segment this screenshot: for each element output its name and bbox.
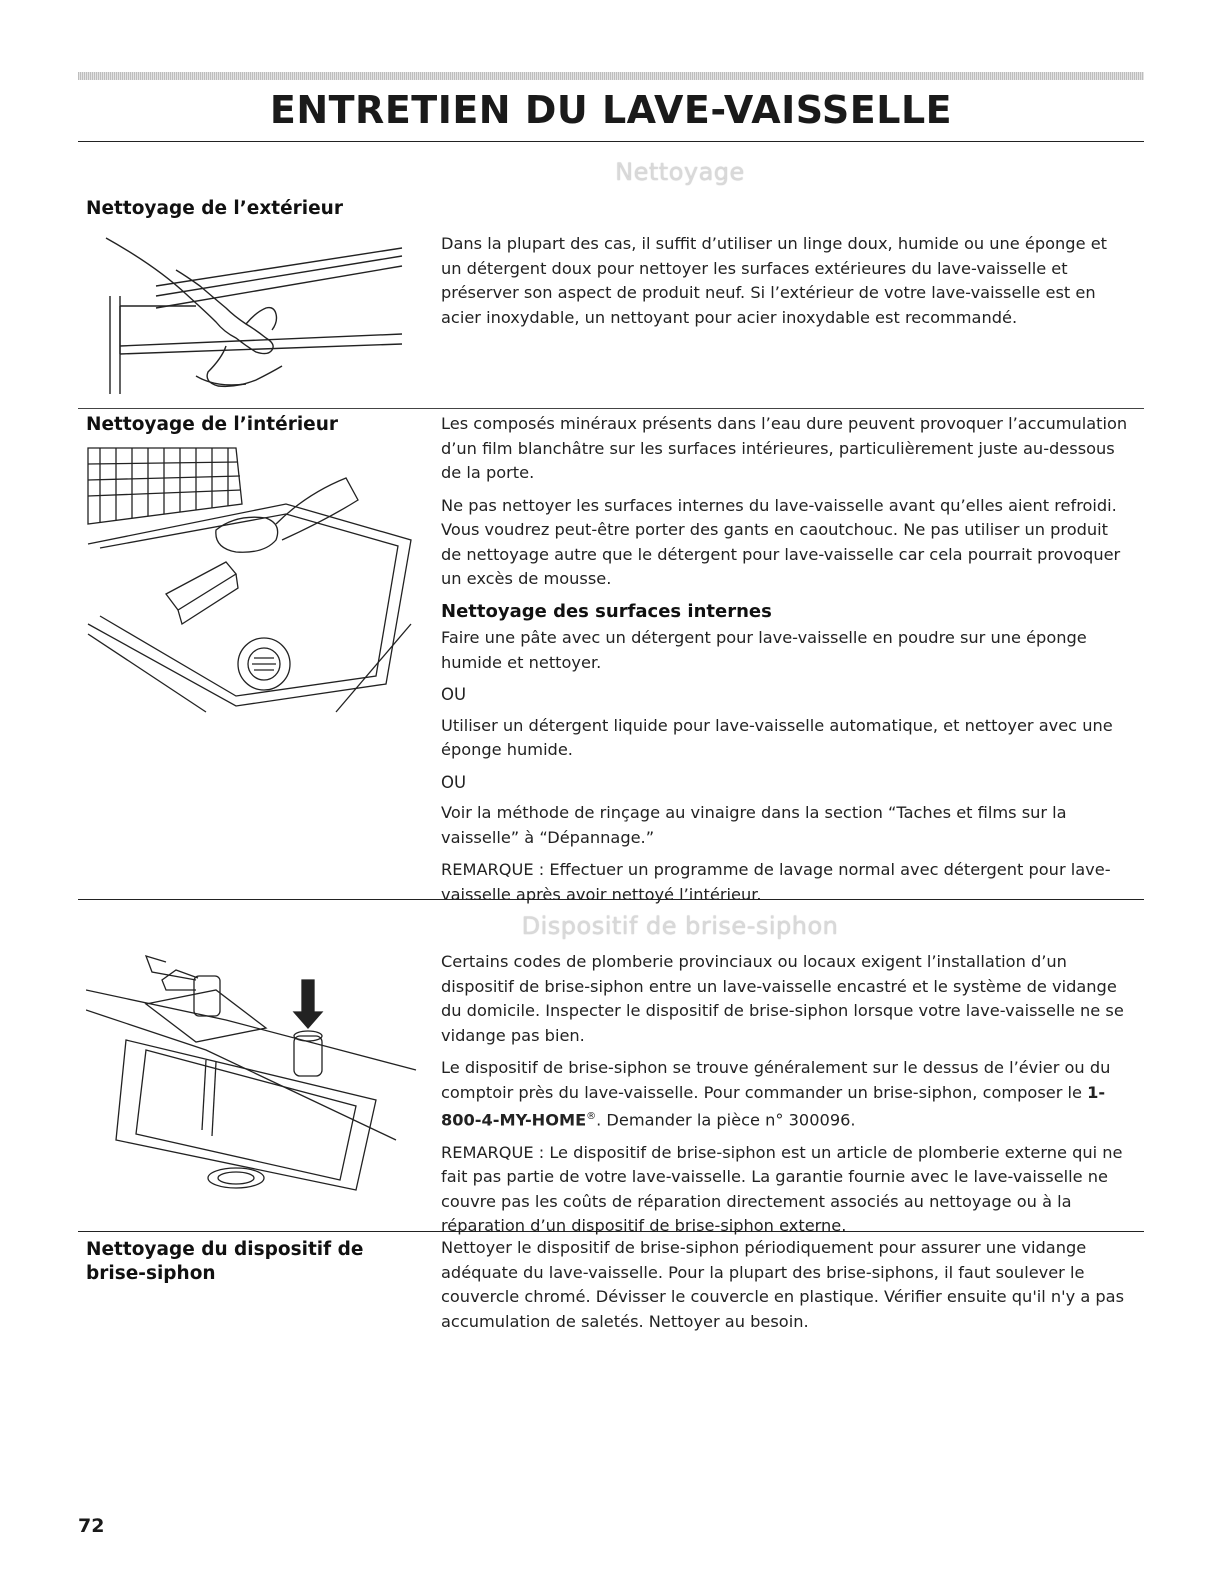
interior-paragraph-1: Les composés minéraux présents dans l’eau dure peuvent provoquer l’accumulation d’un film blanchâtre sur les surfaces intérieures, particulièrement juste au-dessous de la porte. [441,414,1128,482]
brise-siphon-paragraph-2 [441,1056,1131,1133]
title-rule [78,141,1144,142]
phone-number: 1-800-4-MY-HOME [441,1082,1106,1130]
registered-mark: ® [586,1111,597,1122]
interior-paragraph-3: Faire une pâte avec un détergent pour lave-vaisselle en poudre sur une éponge humide et nettoyer. [441,628,1087,672]
page-number: 72 [78,1515,105,1537]
paragraph-2-start: Le dispositif de brise-siphon se trouve généralement sur le dessus de l’évier ou du comptoir près du lave-vaisselle. Pour commander un brise-siphon, composer le [441,1058,1111,1102]
interior-text-block [441,412,1131,915]
divider-brise-siphon [78,899,1144,900]
brise-siphon-text-block [441,950,1131,1247]
section-heading-brise-siphon: Dispositif de brise-siphon [521,912,839,940]
top-decorative-band [78,72,1144,80]
air-gap-sink-illustration [86,950,426,1200]
or-label-2: OU [441,772,467,792]
brise-siphon-note: REMARQUE : Le dispositif de brise-siphon est un article de plomberie externe qui ne fait pas partie de votre lave-vaisselle. La garantie fournie avec le lave-vaisselle ne couvre pas les coûts de réparation directement associés au nettoyage ou à la réparation d’un dispositif de brise-siphon externe. [441,1142,1123,1236]
interior-paragraph-5: Voir la méthode de rinçage au vinaigre dans la section “Taches et films sur la vaisselle” à “Dépannage.” [441,803,1067,847]
brise-siphon-paragraph-1: Certains codes de plomberie provinciaux ou locaux exigent l’installation d’un dispositif de brise-siphon entre un lave-vaisselle encastré et le système de vidange du domicile. Inspecter le dispositif de brise-siphon lorsque votre lave-vaisselle ne se vidange pas bien. [441,952,1124,1045]
subheading-interior: Nettoyage de l’intérieur [86,414,339,435]
interior-cleaning-illustration [86,444,416,714]
exterior-paragraph: Dans la plupart des cas, il suffit d’utiliser un linge doux, humide ou une éponge et un détergent doux pour nettoyer les surfaces extérieures du lave-vaisselle et préserver son aspect de produit neuf. Si l’extérieur de votre lave-vaisselle est en acier inoxydable, un nettoyant pour acier inoxydable est recommandé. [441,234,1107,327]
divider-siphon-cleaning [78,1231,1144,1232]
interior-paragraph-4: Utiliser un détergent liquide pour lave-vaisselle automatique, et nettoyer avec une éponge humide. [441,715,1113,759]
section-heading-nettoyage: Nettoyage [615,158,745,186]
exterior-cleaning-illustration [96,226,416,398]
siphon-cleaning-paragraph: Nettoyer le dispositif de brise-siphon périodiquement pour assurer une vidange adéquate du lave-vaisselle. Pour la plupart des brise-siphons, il faut soulever le couvercle chromé. Dévisser le couvercle en plastique. Vérifier ensuite qu'il n'y a pas accumulation de saletés. Nettoyer au besoin. [441,1238,1125,1331]
interior-note: REMARQUE : Effectuer un programme de lavage normal avec détergent pour lave-vaisselle après avoir nettoyé l’intérieur. [441,860,1111,904]
subheading-exterior: Nettoyage de l’extérieur [86,198,343,219]
subheading-siphon-cleaning: Nettoyage du dispositif de brise-siphon [86,1239,364,1284]
paragraph-2-end: . Demander la pièce n° 300096. [596,1110,856,1130]
or-label-1: OU [441,685,467,704]
inner-heading-surfaces: Nettoyage des surfaces internes [441,600,772,622]
page-title: ENTRETIEN DU LAVE-VAISSELLE [269,88,953,132]
divider-exterior-interior [78,408,1144,409]
interior-paragraph-2: Ne pas nettoyer les surfaces internes du lave-vaisselle avant qu’elles aient refroidi. Vous voudrez peut-être porter des gants en caoutchouc. Ne pas utiliser un produit de nettoyage autre que le détergent pour lave-vaisselle car cela pourrait provoquer un excès de mousse. [441,495,1121,588]
